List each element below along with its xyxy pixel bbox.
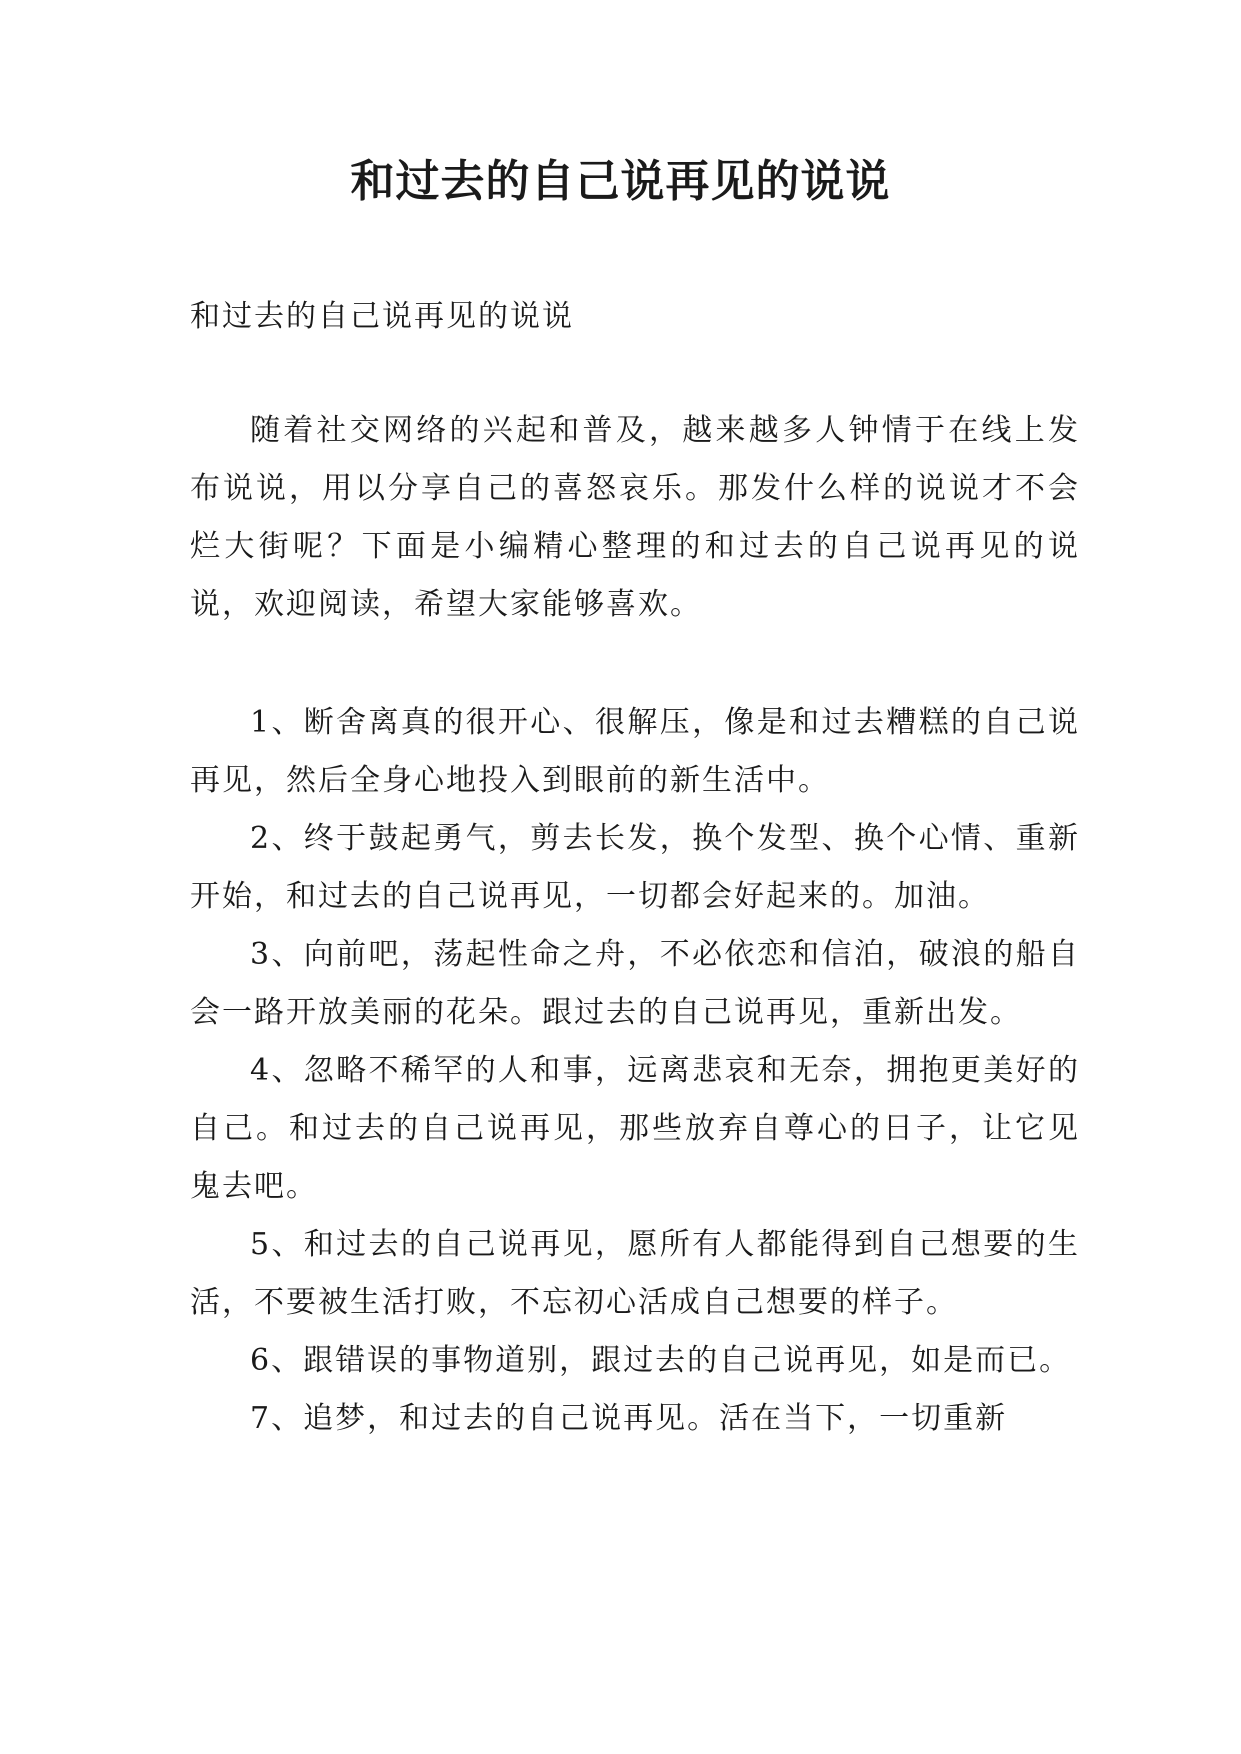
list-item: 5、和过去的自己说再见，愿所有人都能得到自己想要的生活，不要被生活打败，不忘初心活成自己想要的样子。 [190,1227,1080,1320]
intro-paragraph: 随着社交网络的兴起和普及，越来越多人钟情于在线上发布说说，用以分享自己的喜怒哀乐。那发什么样的说说才不会烂大街呢？下面是小编精心整理的和过去的自己说再见的说说，欢迎阅读，希望大家能够喜欢。 [190,413,1080,622]
saying-list [190,694,1080,1448]
list-item: 6、跟错误的事物道别，跟过去的自己说再见，如是而已。 [250,1343,1072,1378]
document-title: 和过去的自己说再见的说说 [350,156,891,207]
list-item: 1、断舍离真的很开心、很解压，像是和过去糟糕的自己说再见，然后全身心地投入到眼前的新生活中。 [190,705,1080,798]
list-item: 2、终于鼓起勇气，剪去长发，换个发型、换个心情、重新开始，和过去的自己说再见，一切都会好起来的。加油。 [190,821,1080,914]
document-body [190,288,1080,1448]
document-subtitle: 和过去的自己说再见的说说 [190,299,574,334]
list-item: 7、追梦，和过去的自己说再见。活在当下，一切重新 [250,1401,1008,1436]
list-item: 3、向前吧，荡起性命之舟，不必依恋和信泊，破浪的船自会一路开放美丽的花朵。跟过去的自己说再见，重新出发。 [190,937,1080,1030]
list-item: 4、忽略不稀罕的人和事，远离悲哀和无奈，拥抱更美好的自己。和过去的自己说再见，那些放弃自尊心的日子，让它见鬼去吧。 [190,1053,1080,1204]
